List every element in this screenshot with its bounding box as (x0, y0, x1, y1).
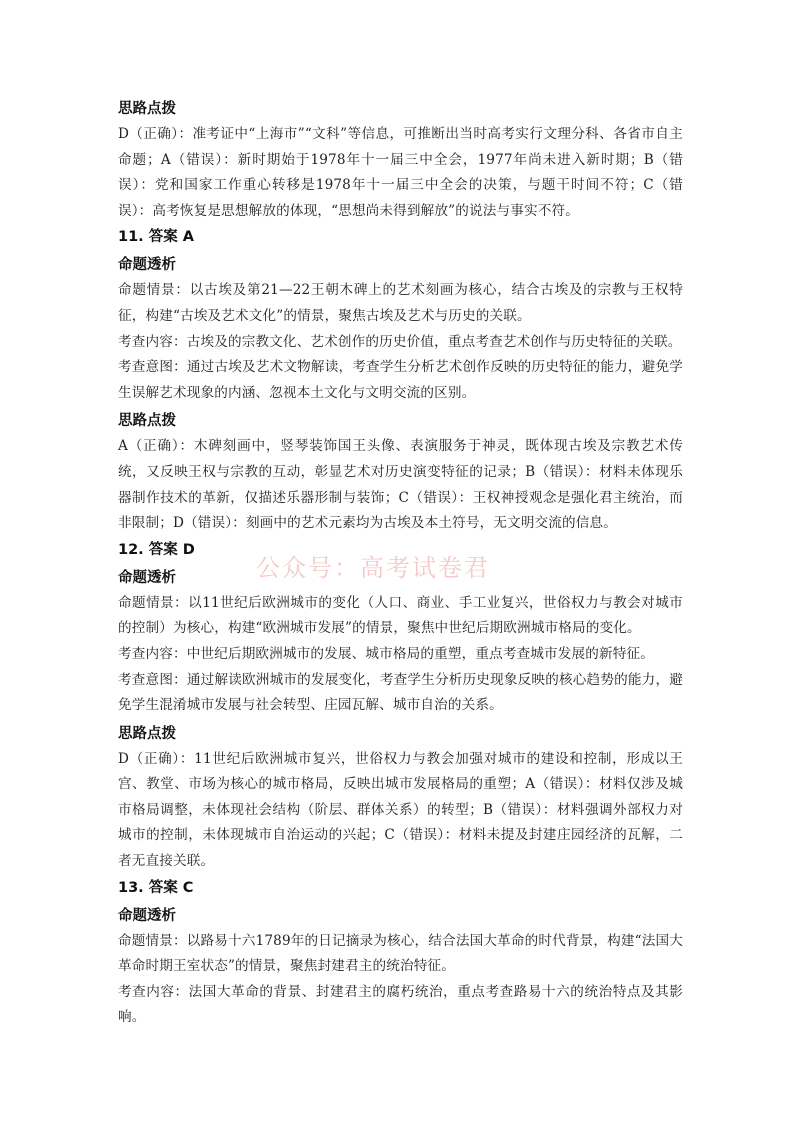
scenario-paragraph: 命题情景：以路易十六1789年的日记摘录为核心，结合法国大革命的时代背景，构建“法国大革命时期王室状态”的情景，聚焦封建君主的统治特征。 (118, 932, 683, 975)
tips-heading: 思路点拨 (118, 413, 176, 430)
intent-paragraph: 考查意图：通过古埃及艺术文物解读，考查学生分析艺术创作反映的历史特征的能力，避免学生误解艺术现象的内涵、忽视本土文化与文明交流的区别。 (118, 359, 683, 401)
answer-heading: 12. 答案 D (118, 541, 195, 558)
section-q12 (118, 537, 683, 875)
answer-heading: 11. 答案 A (118, 229, 195, 246)
watermark: 公众号：高考试卷君 (256, 554, 490, 582)
content-paragraph: 考查内容：古埃及的宗教文化、艺术创作的历史价值，重点考查艺术创作与历史特征的关联。 (118, 333, 682, 350)
tips-paragraph: D（正确）：准考证中“上海市”“文科”等信息，可推断出当时高考实行文理分科、各省市自主命题；A（错误）：新时期始于1978年十一届三中全会，1977年尚未进入新时期；B（错误）：党和国家工作重心转移是1978年十一届三中全会的决策，与题干时间不符；C（错误）：高考恢复是思想解放的体现，“思想尚未得到解放”的说法与事实不符。 (118, 126, 683, 219)
section-q10-tips (118, 96, 683, 224)
document-page (118, 96, 683, 1031)
answer-heading: 13. 答案 C (118, 879, 194, 896)
tips-paragraph: A（正确）：木碑刻画中，竖琴装饰国王头像、表演服务于神灵，既体现古埃及宗教艺术传统，又反映王权与宗教的互动，彰显艺术对历史演变特征的记录；B（错误）：材料未体现乐器制作技术的革新，仅描述乐器形制与装饰；C（错误）：王权神授观念是强化君主统治，而非限制；D（错误）：刻画中的艺术元素均为古埃及本土符号，无文明交流的信息。 (118, 438, 683, 532)
section-q11 (118, 224, 683, 536)
analysis-heading: 命题透析 (118, 907, 176, 924)
content-paragraph: 考查内容：中世纪后期欧洲城市的发展、城市格局的重塑，重点考查城市发展的新特征。 (118, 645, 655, 662)
tips-paragraph: D（正确）：11世纪后欧洲城市复兴，世俗权力与教会加强对城市的建设和控制，形成以王宫、教堂、市场为核心的城市格局，反映出城市发展格局的重塑；A（错误）：材料仅涉及城市格局调整，未体现社会结构（阶层、群体关系）的转型；B（错误）：材料强调外部权力对城市的控制，未体现城市自治运动的兴起；C（错误）：材料未提及封建庄园经济的瓦解，二者无直接关联。 (118, 750, 683, 870)
scenario-paragraph: 命题情景：以古埃及第21—22王朝木碑上的艺术刻画为核心，结合古埃及的宗教与王权特征，构建“古埃及艺术文化”的情景，聚焦古埃及艺术与历史的关联。 (118, 282, 683, 324)
scenario-paragraph: 命题情景：以11世纪后欧洲城市的变化（人口、商业、手工业复兴，世俗权力与教会对城市的控制）为核心，构建“欧洲城市发展”的情景，聚焦中世纪后期欧洲城市格局的变化。 (118, 594, 683, 637)
analysis-heading: 命题透析 (118, 257, 176, 274)
section-q13 (118, 875, 683, 1031)
tips-heading: 思路点拨 (118, 725, 176, 742)
intent-paragraph: 考查意图：通过解读欧洲城市的发展变化，考查学生分析历史现象反映的核心趋势的能力，避免学生混淆城市发展与社会转型、庄园瓦解、城市自治的关系。 (118, 671, 683, 714)
analysis-heading: 命题透析 (118, 569, 176, 586)
section-heading: 思路点拨 (118, 101, 176, 117)
content-paragraph: 考查内容：法国大革命的背景、封建君主的腐朽统治，重点考查路易十六的统治特点及其影响。 (118, 983, 683, 1026)
